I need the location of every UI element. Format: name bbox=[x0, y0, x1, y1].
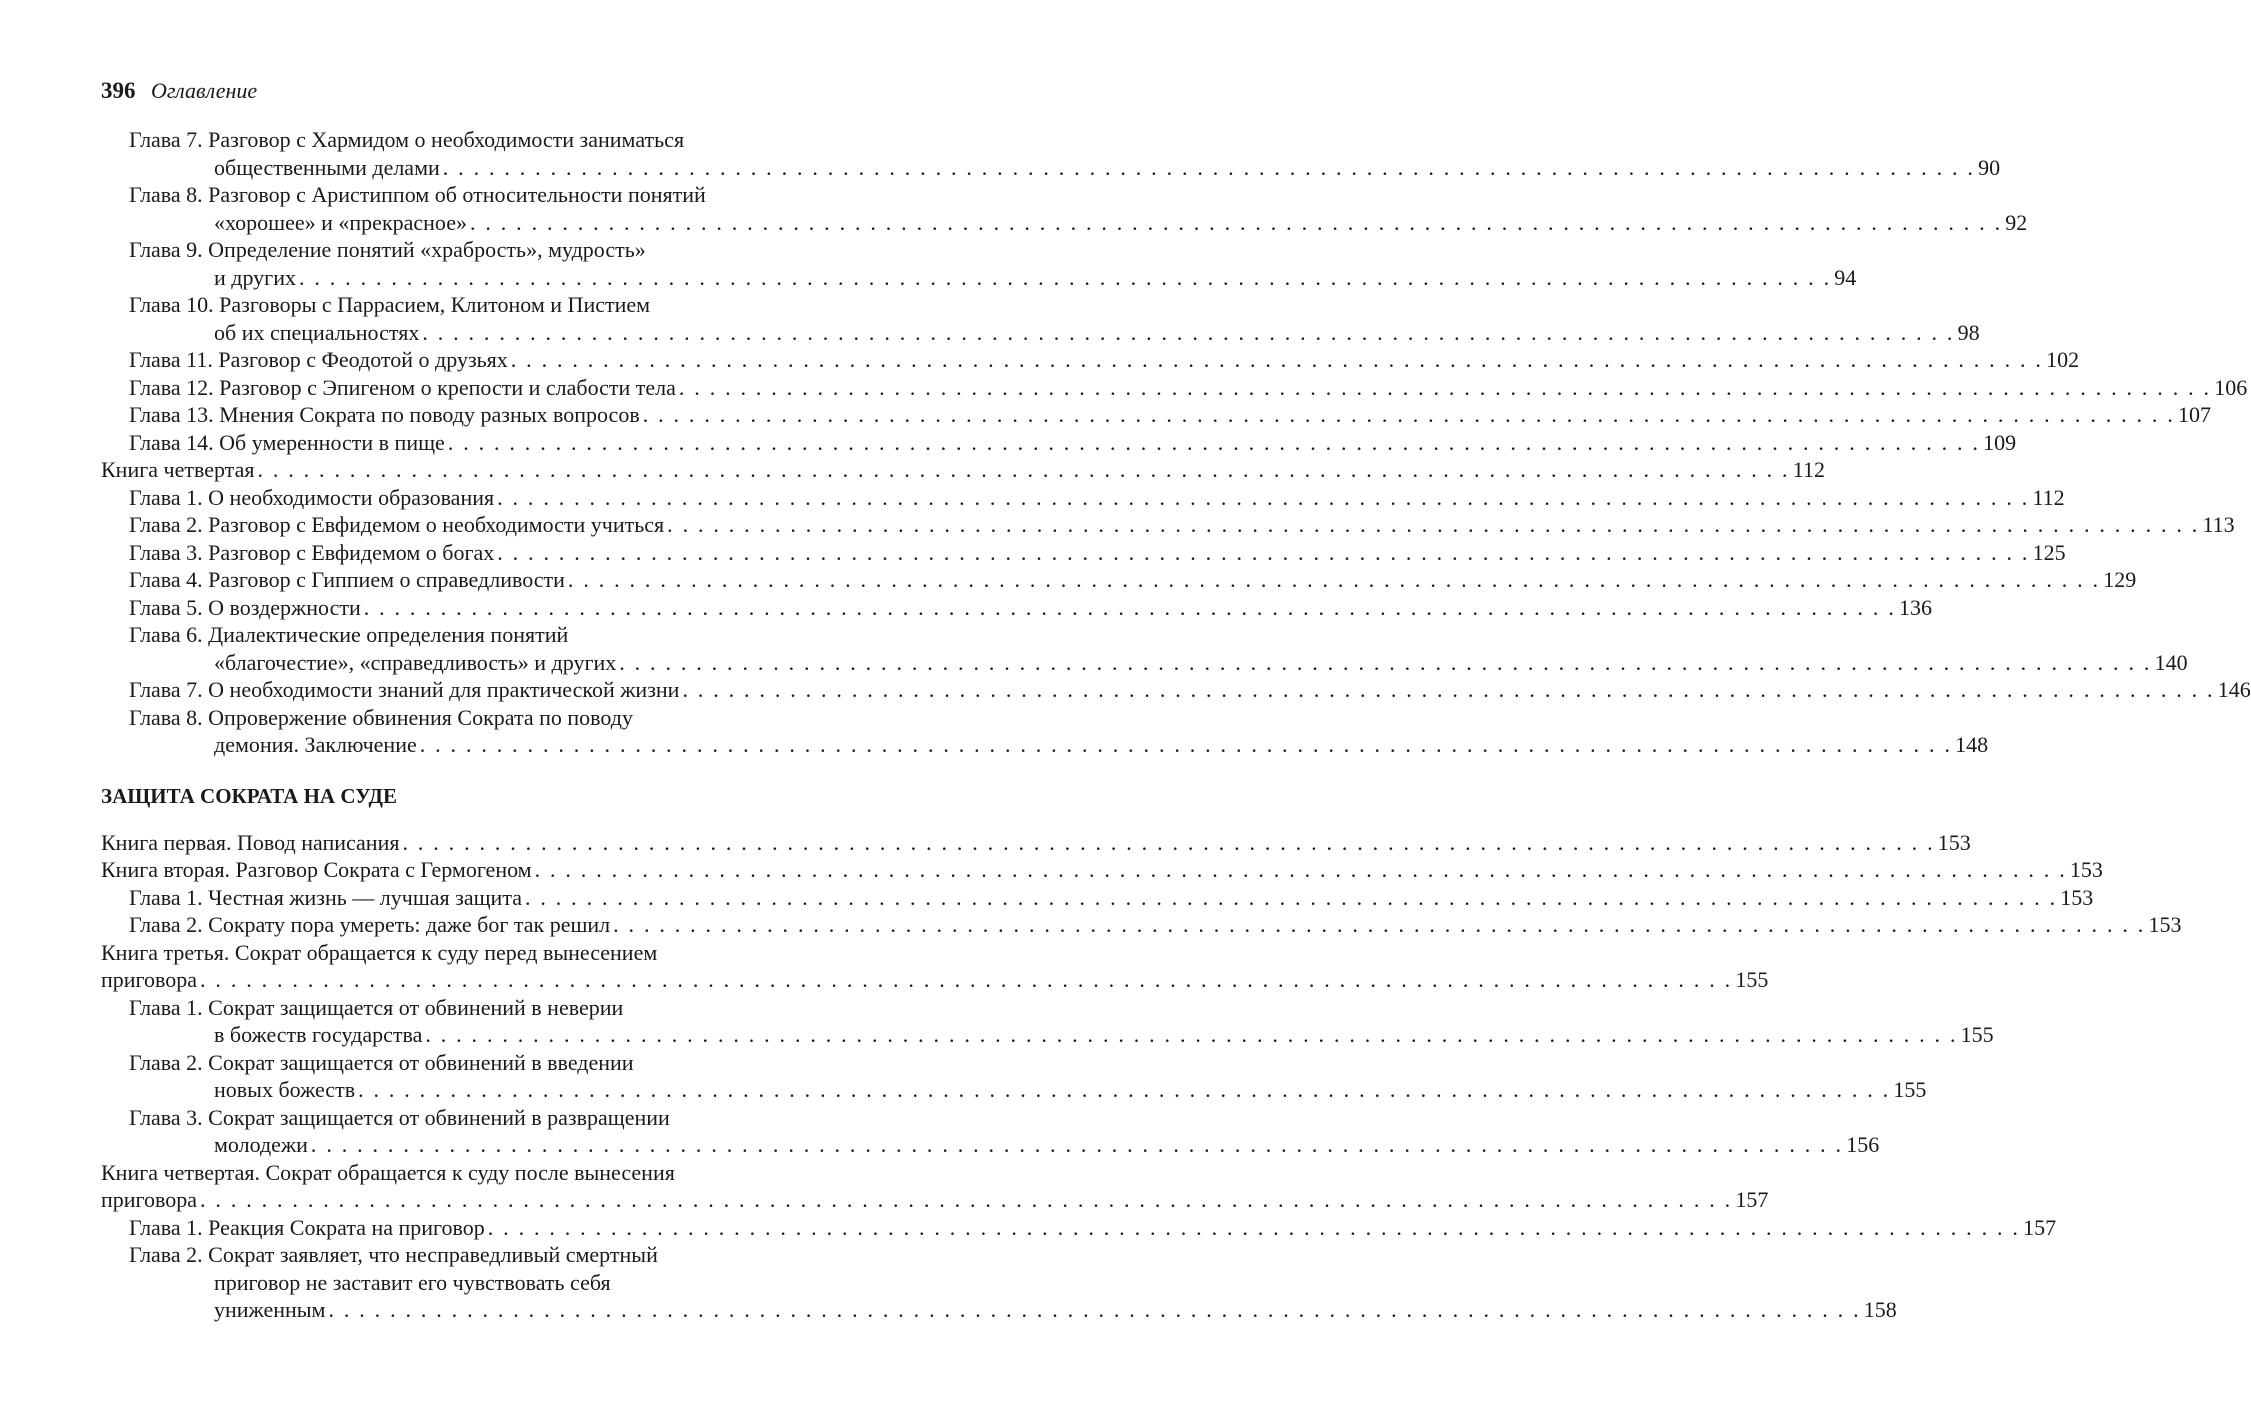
toc-part-2 bbox=[101, 829, 2182, 1324]
toc-page-number: 153 bbox=[2069, 857, 2103, 882]
toc-entry-line: Глава 5. О воздержности bbox=[129, 594, 361, 620]
toc-entry-line: Глава 2. Сократ защищается от обвинений в введении bbox=[129, 1049, 634, 1075]
toc-entry bbox=[101, 621, 2188, 676]
toc-entry-line: Книга четвертая bbox=[101, 457, 255, 482]
running-head bbox=[101, 76, 257, 106]
toc-entry bbox=[101, 856, 2103, 884]
toc-page-number: 90 bbox=[1978, 154, 2001, 180]
toc-page-number: 146 bbox=[2217, 677, 2251, 702]
toc-page-number: 102 bbox=[2046, 347, 2080, 372]
toc-entry-line: Глава 3. Разговор с Евфидемом о богах bbox=[129, 539, 495, 565]
toc-entry bbox=[101, 1241, 1897, 1324]
dot-leader: . . . . . . . . . . . . . . . . . . . . . . . . . . . . . . . . . . . . . . . . . . . . . . . . . . . . . . . . . . . . . . . . . . . . . . . . . . . . . . . . . . . . . . . . . . . . . . . . . . . . bbox=[358, 1077, 1891, 1102]
toc-page-number: 94 bbox=[1834, 264, 1857, 290]
toc-entry-line: новых божеств bbox=[214, 1077, 356, 1102]
toc-entry-line: демония. Заключение bbox=[214, 732, 417, 757]
page-number: 396 bbox=[101, 78, 136, 103]
toc-entry-line: приговор не заставит его чувствовать себя bbox=[214, 1269, 611, 1295]
dot-leader: . . . . . . . . . . . . . . . . . . . . . . . . . . . . . . . . . . . . . . . . . . . . . . . . . . . . . . . . . . . . . . . . . . . . . . . . . . . . . . . . . . . . . . . . . . . . . . . . . . . . bbox=[257, 457, 1790, 482]
toc-page-number: 92 bbox=[2005, 209, 2028, 235]
toc-entry bbox=[101, 1104, 1880, 1159]
toc-page-number: 113 bbox=[2202, 512, 2235, 537]
dot-leader: . . . . . . . . . . . . . . . . . . . . . . . . . . . . . . . . . . . . . . . . . . . . . . . . . . . . . . . . . . . . . . . . . . . . . . . . . . . . . . . . . . . . . . . . . . . . . . . . . . . . bbox=[200, 1187, 1733, 1212]
toc-entry bbox=[101, 994, 1994, 1049]
toc-entry-line: Глава 1. О необходимости образования bbox=[129, 484, 495, 510]
toc-entry bbox=[101, 291, 1980, 346]
dot-leader: . . . . . . . . . . . . . . . . . . . . . . . . . . . . . . . . . . . . . . . . . . . . . . . . . . . . . . . . . . . . . . . . . . . . . . . . . . . . . . . . . . . . . . . . . . . . . . . . . . . . bbox=[442, 154, 1976, 180]
toc-page-number: 112 bbox=[1792, 457, 1825, 482]
dot-leader: . . . . . . . . . . . . . . . . . . . . . . . . . . . . . . . . . . . . . . . . . . . . . . . . . . . . . . . . . . . . . . . . . . . . . . . . . . . . . . . . . . . . . . . . . . . . . . . . . . . . bbox=[402, 829, 1935, 855]
toc-entry-line: Глава 8. Разговор с Аристиппом об относительности понятий bbox=[129, 182, 706, 207]
dot-leader: . . . . . . . . . . . . . . . . . . . . . . . . . . . . . . . . . . . . . . . . . . . . . . . . . . . . . . . . . . . . . . . . . . . . . . . . . . . . . . . . . . . . . . . . . . . . . . . . . . . . bbox=[642, 402, 2176, 427]
toc-entry-line: «хорошее» и «прекрасное» bbox=[214, 209, 467, 235]
toc-entry bbox=[101, 676, 2251, 704]
dot-leader: . . . . . . . . . . . . . . . . . . . . . . . . . . . . . . . . . . . . . . . . . . . . . . . . . . . . . . . . . . . . . . . . . . . . . . . . . . . . . . . . . . . . . . . . . . . . . . . . . . . . bbox=[619, 649, 2152, 675]
toc-entry bbox=[101, 374, 2248, 402]
toc-entry-line: Глава 6. Диалектические определения понятий bbox=[129, 622, 569, 647]
toc-entry-line: в божеств государства bbox=[214, 1022, 423, 1047]
toc-entry-line: Глава 7. Разговор с Хармидом о необходимости заниматься bbox=[129, 127, 685, 152]
dot-leader: . . . . . . . . . . . . . . . . . . . . . . . . . . . . . . . . . . . . . . . . . . . . . . . . . . . . . . . . . . . . . . . . . . . . . . . . . . . . . . . . . . . . . . . . . . . . . . . . . . . . bbox=[469, 209, 2003, 235]
toc-entry bbox=[101, 829, 1971, 857]
toc-entry bbox=[101, 484, 2065, 512]
toc-entry-line: Глава 4. Разговор с Гиппием о справедливости bbox=[129, 567, 565, 592]
toc-entry-line: Глава 7. О необходимости знаний для практической жизни bbox=[129, 677, 680, 702]
toc-page-number: 98 bbox=[1957, 319, 1980, 345]
toc-entry-line: Глава 2. Разговор с Евфидемом о необходимости учиться bbox=[129, 512, 665, 537]
toc-page-number: 148 bbox=[1955, 732, 1989, 757]
dot-leader: . . . . . . . . . . . . . . . . . . . . . . . . . . . . . . . . . . . . . . . . . . . . . . . . . . . . . . . . . . . . . . . . . . . . . . . . . . . . . . . . . . . . . . . . . . . . . . . . . . . . bbox=[363, 594, 1897, 620]
toc-entry-line: общественными делами bbox=[214, 154, 440, 180]
toc-entry-line: молодежи bbox=[214, 1132, 308, 1157]
table-of-contents bbox=[101, 126, 2251, 1324]
dot-leader: . . . . . . . . . . . . . . . . . . . . . . . . . . . . . . . . . . . . . . . . . . . . . . . . . . . . . . . . . . . . . . . . . . . . . . . . . . . . . . . . . . . . . . . . . . . . . . . . . . . . bbox=[678, 374, 2212, 400]
toc-entry-line: Глава 2. Сократу пора умереть: даже бог так решил bbox=[129, 912, 611, 937]
toc-page-number: 112 bbox=[2032, 484, 2065, 510]
toc-entry bbox=[101, 401, 2212, 429]
toc-page-number: 153 bbox=[1937, 829, 1971, 855]
toc-entry bbox=[101, 236, 1857, 291]
toc-entry-line: Книга четвертая. Сократ обращается к суду после вынесения bbox=[101, 1159, 675, 1185]
dot-leader: . . . . . . . . . . . . . . . . . . . . . . . . . . . . . . . . . . . . . . . . . . . . . . . . . . . . . . . . . . . . . . . . . . . . . . . . . . . . . . . . . . . . . . . . . . . . . . . . . . . . bbox=[497, 539, 2030, 565]
toc-page-number: 157 bbox=[2023, 1214, 2057, 1240]
toc-page-number: 156 bbox=[1846, 1132, 1880, 1157]
toc-entry bbox=[101, 1159, 1769, 1214]
toc-entry-line: Глава 9. Определение понятий «храбрость», мудрость» bbox=[129, 237, 646, 262]
toc-entry bbox=[101, 911, 2182, 939]
toc-entry-line: Глава 11. Разговор с Феодотой о друзьях bbox=[129, 347, 508, 372]
toc-entry-line: Глава 8. Опровержение обвинения Сократа по поводу bbox=[129, 704, 633, 730]
toc-entry-line: Глава 3. Сократ защищается от обвинений в развращении bbox=[129, 1104, 670, 1130]
toc-entry bbox=[101, 939, 1769, 994]
toc-entry-line: Глава 1. Реакция Сократа на приговор bbox=[129, 1214, 485, 1240]
toc-entry bbox=[101, 429, 2017, 457]
toc-entry bbox=[101, 566, 2137, 594]
toc-entry bbox=[101, 511, 2235, 539]
dot-leader: . . . . . . . . . . . . . . . . . . . . . . . . . . . . . . . . . . . . . . . . . . . . . . . . . . . . . . . . . . . . . . . . . . . . . . . . . . . . . . . . . . . . . . . . . . . . . . . . . . . . bbox=[524, 884, 2058, 910]
toc-entry bbox=[101, 126, 2001, 181]
toc-entry-line: приговора bbox=[101, 967, 198, 992]
dot-leader: . . . . . . . . . . . . . . . . . . . . . . . . . . . . . . . . . . . . . . . . . . . . . . . . . . . . . . . . . . . . . . . . . . . . . . . . . . . . . . . . . . . . . . . . . . . . . . . . . . . . bbox=[310, 1132, 1844, 1157]
toc-entry bbox=[101, 704, 1989, 759]
toc-page-number: 136 bbox=[1899, 594, 1933, 620]
toc-entry-line: «благочестие», «справедливость» и других bbox=[214, 649, 617, 675]
toc-entry bbox=[101, 181, 2028, 236]
dot-leader: . . . . . . . . . . . . . . . . . . . . . . . . . . . . . . . . . . . . . . . . . . . . . . . . . . . . . . . . . . . . . . . . . . . . . . . . . . . . . . . . . . . . . . . . . . . . . . . . . . . . bbox=[534, 857, 2067, 882]
toc-page-number: 157 bbox=[1735, 1187, 1769, 1212]
toc-entry-line: униженным bbox=[214, 1297, 326, 1322]
dot-leader: . . . . . . . . . . . . . . . . . . . . . . . . . . . . . . . . . . . . . . . . . . . . . . . . . . . . . . . . . . . . . . . . . . . . . . . . . . . . . . . . . . . . . . . . . . . . . . . . . . . . bbox=[510, 347, 2044, 372]
toc-entry bbox=[101, 456, 1825, 484]
dot-leader: . . . . . . . . . . . . . . . . . . . . . . . . . . . . . . . . . . . . . . . . . . . . . . . . . . . . . . . . . . . . . . . . . . . . . . . . . . . . . . . . . . . . . . . . . . . . . . . . . . . . bbox=[425, 1022, 1958, 1047]
toc-entry-line: и других bbox=[214, 264, 296, 290]
toc-entry-line: Глава 1. Честная жизнь — лучшая защита bbox=[129, 884, 522, 910]
toc-page-number: 140 bbox=[2154, 649, 2188, 675]
toc-page-number: 155 bbox=[1893, 1077, 1927, 1102]
toc-entry bbox=[101, 1049, 1927, 1104]
toc-entry-line: Глава 10. Разговоры с Паррасием, Клитоном и Пистием bbox=[129, 292, 651, 317]
running-head-title: Оглавление bbox=[151, 78, 258, 103]
dot-leader: . . . . . . . . . . . . . . . . . . . . . . . . . . . . . . . . . . . . . . . . . . . . . . . . . . . . . . . . . . . . . . . . . . . . . . . . . . . . . . . . . . . . . . . . . . . . . . . . . . . . bbox=[497, 484, 2030, 510]
dot-leader: . . . . . . . . . . . . . . . . . . . . . . . . . . . . . . . . . . . . . . . . . . . . . . . . . . . . . . . . . . . . . . . . . . . . . . . . . . . . . . . . . . . . . . . . . . . . . . . . . . . . bbox=[419, 732, 1953, 757]
dot-leader: . . . . . . . . . . . . . . . . . . . . . . . . . . . . . . . . . . . . . . . . . . . . . . . . . . . . . . . . . . . . . . . . . . . . . . . . . . . . . . . . . . . . . . . . . . . . . . . . . . . . bbox=[298, 264, 1832, 290]
toc-page-number: 153 bbox=[2148, 912, 2182, 937]
dot-leader: . . . . . . . . . . . . . . . . . . . . . . . . . . . . . . . . . . . . . . . . . . . . . . . . . . . . . . . . . . . . . . . . . . . . . . . . . . . . . . . . . . . . . . . . . . . . . . . . . . . . bbox=[422, 319, 1955, 345]
toc-entry-line: Глава 2. Сократ заявляет, что несправедливый смертный bbox=[129, 1242, 658, 1267]
dot-leader: . . . . . . . . . . . . . . . . . . . . . . . . . . . . . . . . . . . . . . . . . . . . . . . . . . . . . . . . . . . . . . . . . . . . . . . . . . . . . . . . . . . . . . . . . . . . . . . . . . . . bbox=[328, 1297, 1861, 1322]
dot-leader: . . . . . . . . . . . . . . . . . . . . . . . . . . . . . . . . . . . . . . . . . . . . . . . . . . . . . . . . . . . . . . . . . . . . . . . . . . . . . . . . . . . . . . . . . . . . . . . . . . . . bbox=[567, 567, 2101, 592]
toc-page-number: 155 bbox=[1735, 967, 1769, 992]
toc-page-number: 155 bbox=[1960, 1022, 1994, 1047]
toc-page-number: 125 bbox=[2032, 539, 2066, 565]
dot-leader: . . . . . . . . . . . . . . . . . . . . . . . . . . . . . . . . . . . . . . . . . . . . . . . . . . . . . . . . . . . . . . . . . . . . . . . . . . . . . . . . . . . . . . . . . . . . . . . . . . . . bbox=[447, 429, 1981, 455]
toc-entry-line: Глава 13. Мнения Сократа по поводу разных вопросов bbox=[129, 402, 640, 427]
section-title: ЗАЩИТА СОКРАТА НА СУДЕ bbox=[101, 783, 397, 808]
dot-leader: . . . . . . . . . . . . . . . . . . . . . . . . . . . . . . . . . . . . . . . . . . . . . . . . . . . . . . . . . . . . . . . . . . . . . . . . . . . . . . . . . . . . . . . . . . . . . . . . . . . . bbox=[487, 1214, 2021, 1240]
toc-entry-line: Книга вторая. Разговор Сократа с Гермогеном bbox=[101, 857, 532, 882]
toc-page-number: 109 bbox=[1983, 429, 2017, 455]
dot-leader: . . . . . . . . . . . . . . . . . . . . . . . . . . . . . . . . . . . . . . . . . . . . . . . . . . . . . . . . . . . . . . . . . . . . . . . . . . . . . . . . . . . . . . . . . . . . . . . . . . . . bbox=[682, 677, 2215, 702]
dot-leader: . . . . . . . . . . . . . . . . . . . . . . . . . . . . . . . . . . . . . . . . . . . . . . . . . . . . . . . . . . . . . . . . . . . . . . . . . . . . . . . . . . . . . . . . . . . . . . . . . . . . bbox=[667, 512, 2200, 537]
toc-entry-line: об их специальностях bbox=[214, 319, 420, 345]
toc-entry-line: Книга третья. Сократ обращается к суду перед вынесением bbox=[101, 939, 658, 965]
toc-entry-line: Книга первая. Повод написания bbox=[101, 829, 400, 855]
toc-entry-line: Глава 1. Сократ защищается от обвинений в неверии bbox=[129, 994, 624, 1020]
toc-entry bbox=[101, 884, 2094, 912]
toc-entry bbox=[101, 346, 2080, 374]
toc-entry-line: Глава 14. Об умеренности в пище bbox=[129, 429, 445, 455]
dot-leader: . . . . . . . . . . . . . . . . . . . . . . . . . . . . . . . . . . . . . . . . . . . . . . . . . . . . . . . . . . . . . . . . . . . . . . . . . . . . . . . . . . . . . . . . . . . . . . . . . . . . bbox=[613, 912, 2146, 937]
toc-page-number: 106 bbox=[2214, 374, 2248, 400]
toc-entry bbox=[101, 1214, 2057, 1242]
toc-entry-line: приговора bbox=[101, 1187, 198, 1212]
toc-part-1 bbox=[101, 126, 2251, 759]
toc-page-number: 107 bbox=[2178, 402, 2212, 427]
dot-leader: . . . . . . . . . . . . . . . . . . . . . . . . . . . . . . . . . . . . . . . . . . . . . . . . . . . . . . . . . . . . . . . . . . . . . . . . . . . . . . . . . . . . . . . . . . . . . . . . . . . . bbox=[200, 967, 1733, 992]
toc-page-number: 158 bbox=[1863, 1297, 1897, 1322]
toc-entry bbox=[101, 539, 2066, 567]
toc-page-number: 153 bbox=[2060, 884, 2094, 910]
toc-entry bbox=[101, 594, 1933, 622]
toc-entry-line: Глава 12. Разговор с Эпигеном о крепости и слабости тела bbox=[129, 374, 676, 400]
toc-page-number: 129 bbox=[2103, 567, 2137, 592]
